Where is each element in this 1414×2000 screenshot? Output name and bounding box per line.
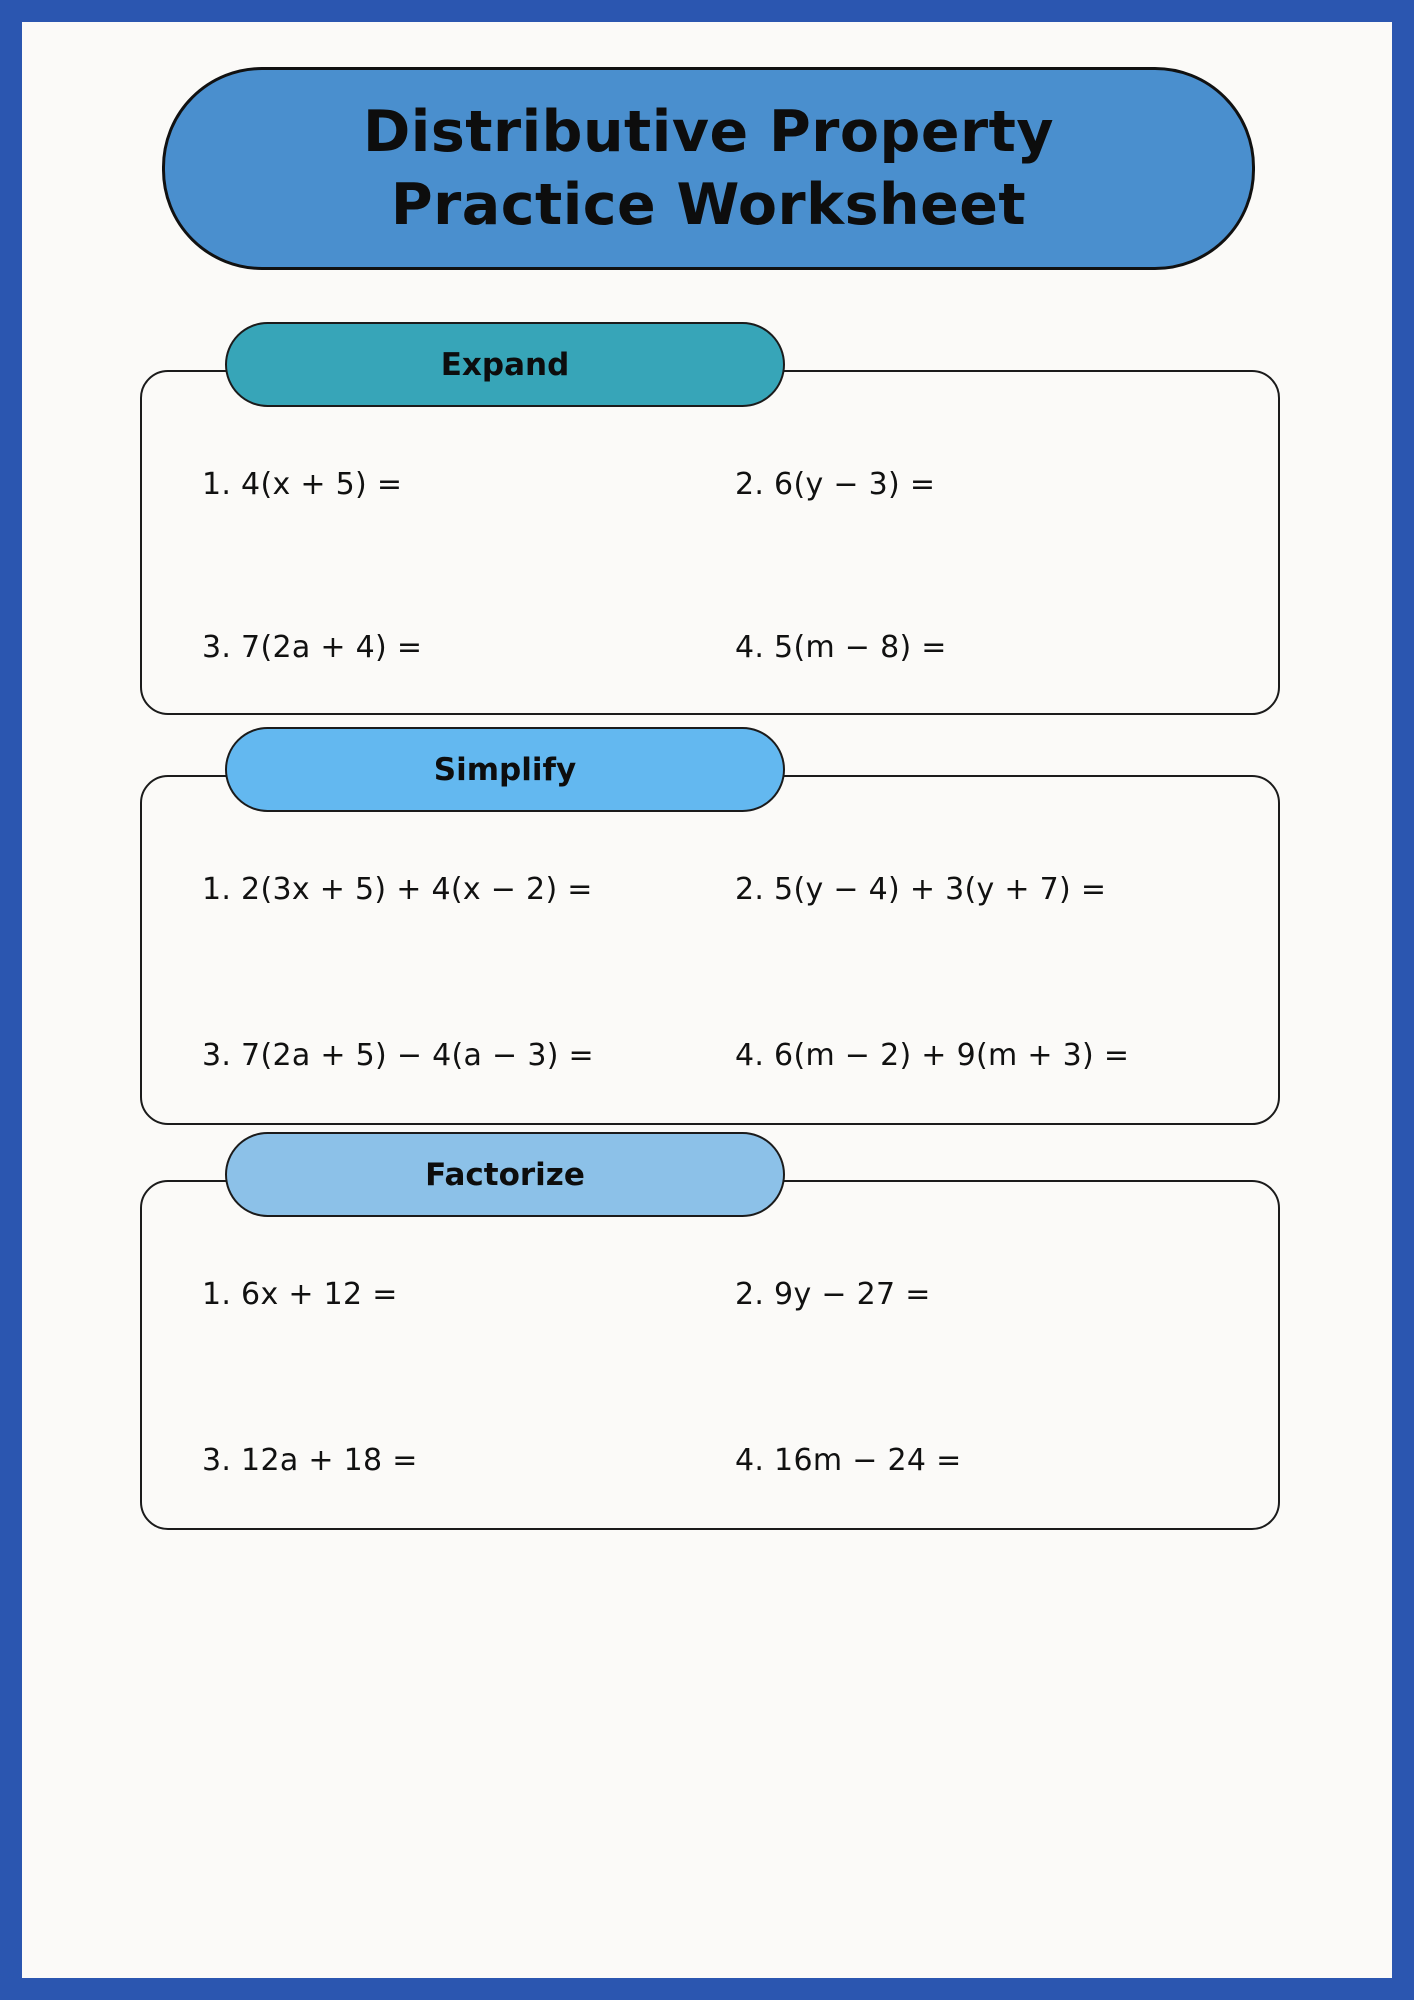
problem-item: 3. 7(2a + 4) = [202,630,423,665]
section-label: Factorize [425,1156,585,1193]
problem-item: 3. 7(2a + 5) − 4(a − 3) = [202,1037,594,1073]
section-label: Expand [440,346,570,383]
problem-item: 3. 12a + 18 = [202,1442,418,1478]
section-simplify-problem-list [142,777,1278,1123]
section-header-expand [225,322,785,407]
section-header-factorize [225,1132,785,1217]
problem-item: 4. 16m − 24 = [735,1442,962,1478]
section-label: Simplify [433,751,577,788]
problem-item: 1. 4(x + 5) = [202,467,403,502]
section-simplify [140,727,1280,1122]
worksheet-page [22,22,1392,1978]
problem-item: 2. 6(y − 3) = [735,467,936,502]
section-simplify-body [140,775,1280,1125]
worksheet-title-banner [162,67,1255,270]
problem-item: 1. 6x + 12 = [202,1277,398,1312]
page-title-line-1: Distributive Property [362,98,1055,165]
section-expand [140,322,1280,712]
section-expand-problem-list [142,372,1278,713]
problem-item: 2. 9y − 27 = [735,1277,931,1312]
section-factorize-problem-list [142,1182,1278,1528]
section-factorize-body [140,1180,1280,1530]
section-expand-body [140,370,1280,715]
page-title-line-2: Practice Worksheet [390,171,1027,238]
problem-item: 1. 2(3x + 5) + 4(x − 2) = [202,872,593,907]
problem-item: 2. 5(y − 4) + 3(y + 7) = [735,872,1107,907]
section-factorize [140,1132,1280,1532]
problem-item: 4. 5(m − 8) = [735,630,947,665]
problem-item: 4. 6(m − 2) + 9(m + 3) = [735,1037,1130,1073]
section-header-simplify [225,727,785,812]
